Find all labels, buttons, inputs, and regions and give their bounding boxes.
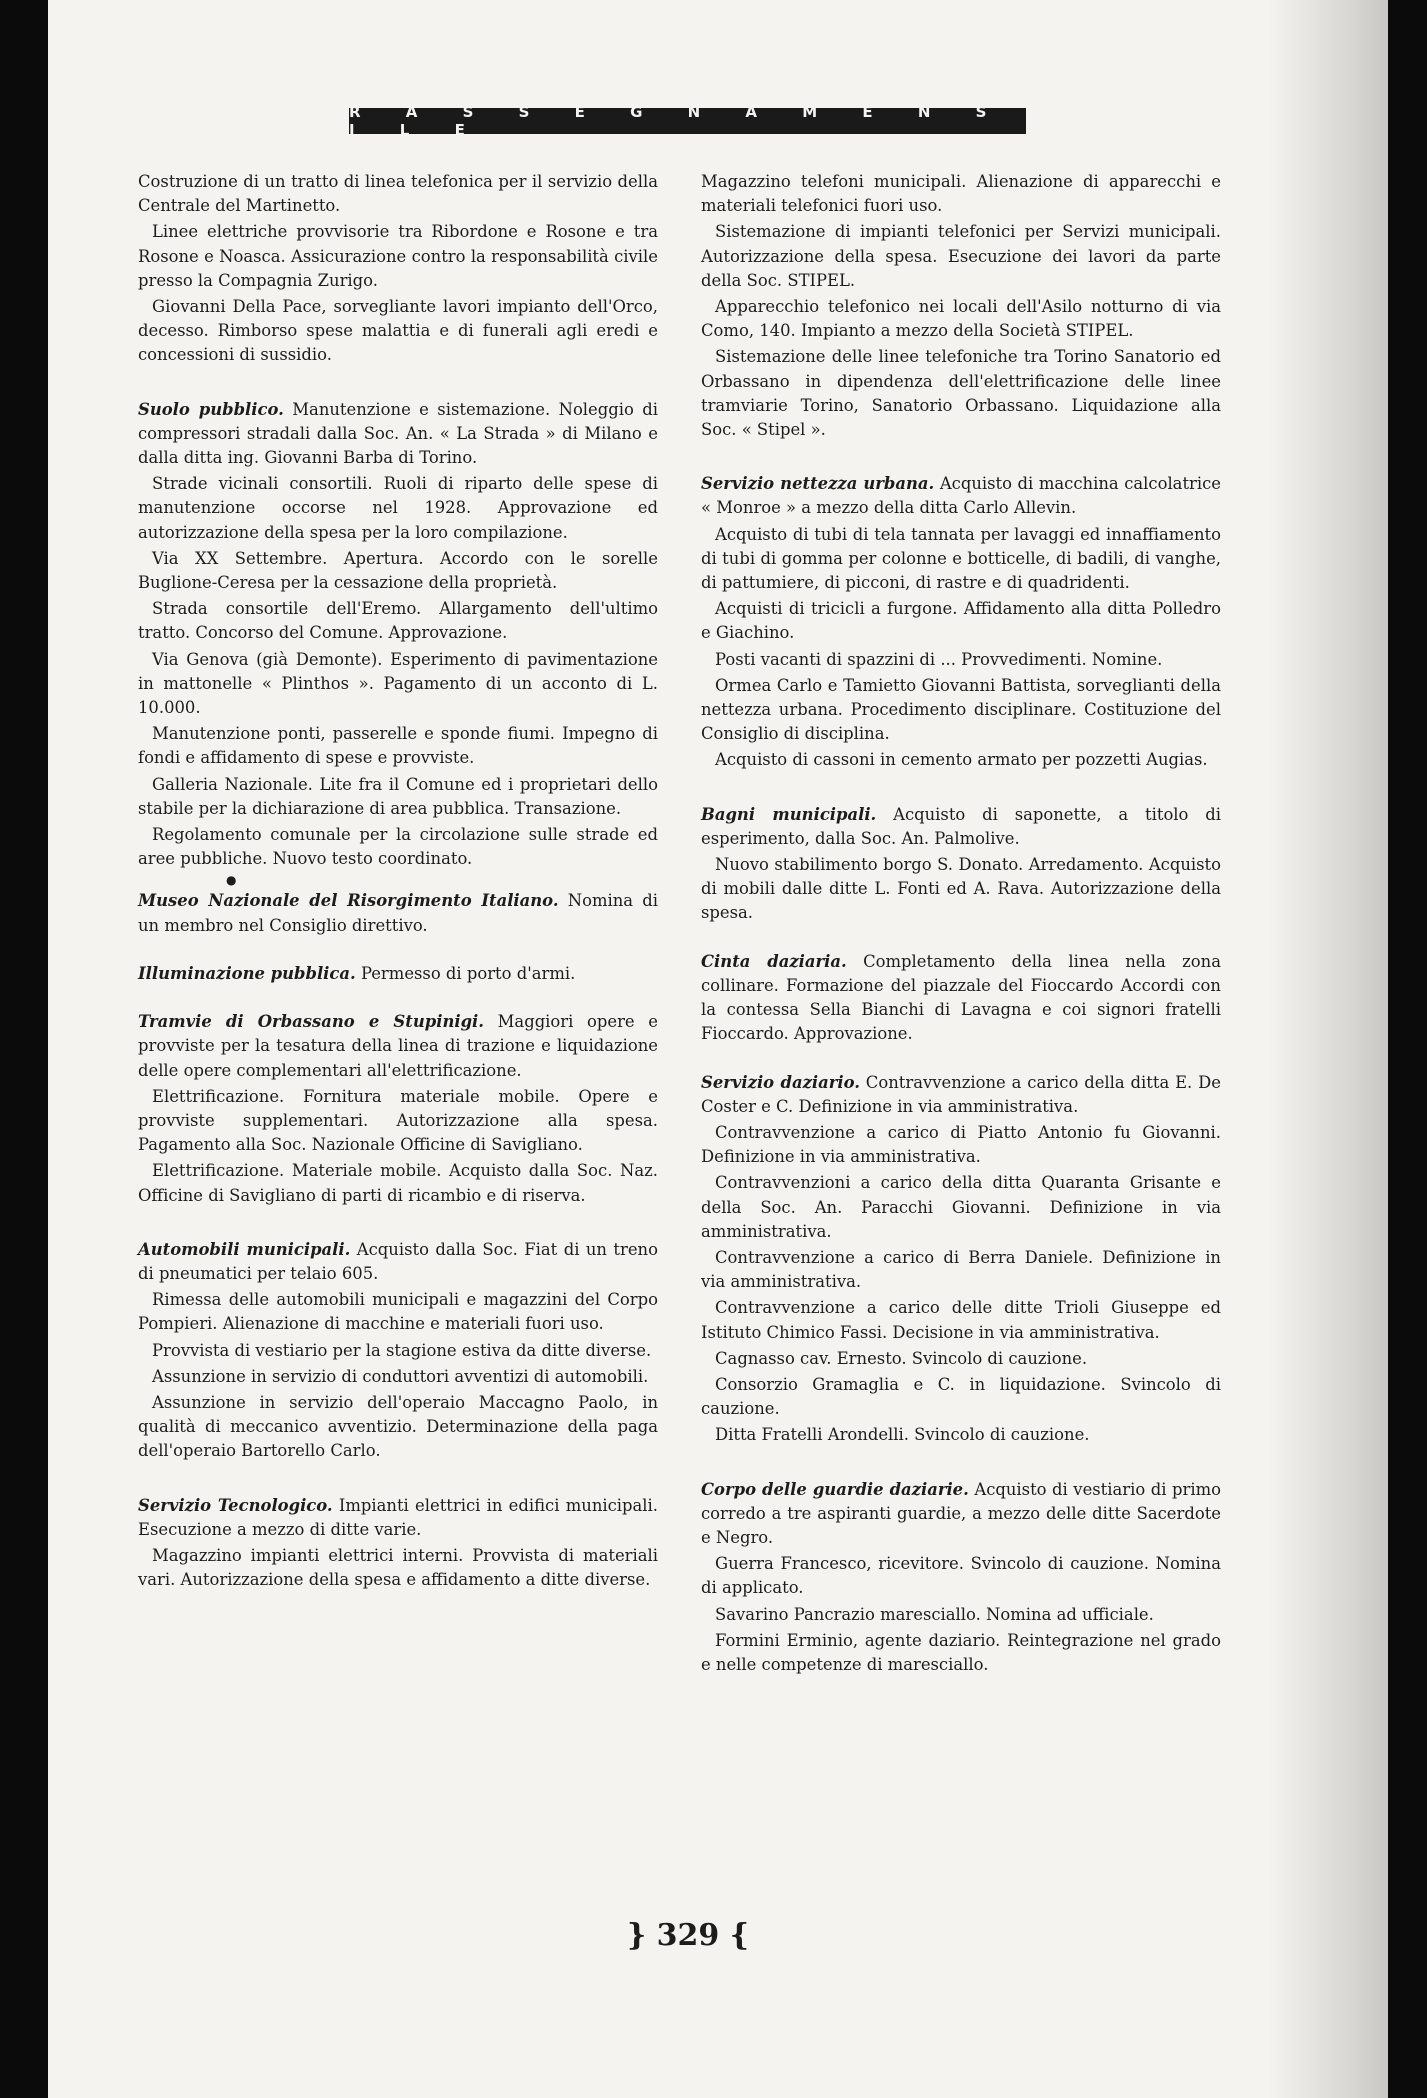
paragraph: Acquisto di tubi di tela tannata per lavaggi ed innaffiamento di tubi di gomma per colonne e botticelle, di badili, di vanghe, di pattumiere, di picconi, di rastre e di quadridenti. — [701, 524, 1221, 593]
paragraph: Provvista di vestiario per la stagione estiva da ditte diverse. — [152, 1340, 652, 1360]
paragraph: Nuovo stabilimento borgo S. Donato. Arredamento. Acquisto di mobili dalle ditte L. Fonti ed A. Rava. Autorizzazione della spesa. — [701, 855, 1221, 923]
paragraph: Ormea Carlo e Tamietto Giovanni Battista, sorveglianti della nettezza urbana. Procedimento disciplinare. Costituzione del Consiglio di disciplina. — [701, 675, 1221, 744]
section-text: Acquisto dalla Soc. Fiat di un treno di pneumatici per telaio 605. — [138, 1239, 658, 1283]
paragraph: Guerra Francesco, ricevitore. Svincolo di cauzione. Nomina di applicato. — [701, 1554, 1221, 1598]
paragraph: Rimessa delle automobili municipali e magazzini del Corpo Pompieri. Alienazione di macchine e materiali fuori uso. — [138, 1290, 658, 1334]
bullet-mark: ● — [226, 873, 237, 888]
section-text: Manutenzione e sistemazione. Noleggio di compressori stradali dalla Soc. An. « La Strada » di Milano e dalla ditta ing. Giovanni Barba di Torino. — [138, 399, 658, 468]
section-text: Contravvenzione a carico della ditta E. De Coster e C. Definizione in via amministrativa. — [701, 1072, 1221, 1116]
paragraph: Contravvenzione a carico di Piatto Antonio fu Giovanni. Definizione in via amministrativa. — [701, 1122, 1221, 1167]
section-text: Maggiori opere e provviste per la tesatura della linea di trazione e liquidazione delle opere complementari all'elettrificazione. — [138, 1012, 658, 1080]
paragraph: Formini Erminio, agente daziario. Reintegrazione nel grado e nelle competenze di maresciallo. — [701, 1630, 1221, 1674]
section-text: Nomina di un membro nel Consiglio direttivo. — [138, 891, 658, 935]
section-paragraph — [701, 803, 1221, 851]
paragraph: Contravvenzione a carico delle ditte Trioli Giuseppe ed Istituto Chimico Fassi. Decisione in via amministrativa. — [701, 1298, 1221, 1342]
paragraph: Strada consortile dell'Eremo. Allargamento dell'ultimo tratto. Concorso del Comune. Approvazione. — [138, 599, 658, 643]
section-heading: Corpo delle guardie daziarie. — [701, 1479, 969, 1499]
section-heading: Servizio daziario. — [701, 1072, 860, 1092]
section-heading: Automobili municipali. — [138, 1239, 351, 1259]
paragraph: Posti vacanti di spazzini di ... Provvedimenti. Nomine. — [715, 649, 1163, 669]
section-paragraph — [701, 472, 1221, 520]
section-text: Permesso di porto d'armi. — [355, 963, 576, 983]
paragraph: Elettrificazione. Materiale mobile. Acquisto dalla Soc. Naz. Officine di Savigliano di parti di ricambio e di riserva. — [138, 1161, 658, 1205]
right-column — [701, 170, 1221, 1679]
paragraph: Costruzione di un tratto di linea telefonica per il servizio della Centrale del Martinetto. — [138, 172, 658, 216]
paragraph: Acquisto di cassoni in cemento armato per pozzetti Augias. — [715, 750, 1208, 770]
paragraph: Strade vicinali consortili. Ruoli di riparto delle spese di manutenzione occorse nel 1928. Approvazione ed autorizzazione della spesa per la loro compilazione. — [138, 474, 658, 542]
paragraph: Sistemazione delle linee telefoniche tra Torino Sanatorio ed Orbassano in dipendenza dell'elettrificazione delle linee tramviarie Torino, Sanatorio Orbassano. Liquidazione alla Soc. « Stipel ». — [701, 347, 1221, 440]
paragraph: Sistemazione di impianti telefonici per Servizi municipali. Autorizzazione della spesa. Esecuzione dei lavori da parte della Soc. STIPEL. — [701, 222, 1221, 290]
left-column — [138, 170, 658, 1594]
section-heading: Tramvie di Orbassano e Stupinigi. — [138, 1012, 484, 1032]
paragraph: Regolamento comunale per la circolazione sulle strade ed aree pubbliche. Nuovo testo coordinato. — [138, 825, 658, 869]
paragraph: Acquisti di tricicli a furgone. Affidamento alla ditta Polledro e Giachino. — [701, 599, 1221, 643]
paragraph: Giovanni Della Pace, sorvegliante lavori impianto dell'Orco, decesso. Rimborso spese malattia e di funerali agli eredi e concessioni di sussidio. — [138, 297, 658, 365]
paragraph: Savarino Pancrazio maresciallo. Nomina ad ufficiale. — [715, 1604, 1154, 1624]
section-text: Completamento della linea nella zona collinare. Formazione del piazzale del Fioccardo Accordi con la contessa Sella Bianchi di Lavagna e coi signori fratelli Fioccardo. Approvazione. — [701, 951, 1221, 1044]
section-heading: Illuminazione pubblica. — [138, 963, 356, 983]
section-paragraph — [138, 1238, 658, 1286]
paragraph: Manutenzione ponti, passerelle e sponde fiumi. Impegno di fondi e affidamento di spese e provviste. — [138, 724, 658, 768]
paragraph: Via Genova (già Demonte). Esperimento di pavimentazione in mattonelle « Plinthos ». Pagamento di un acconto di L. 10.000. — [138, 649, 658, 718]
section-text: Impianti elettrici in edifici municipali. Esecuzione a mezzo di ditte varie. — [138, 1495, 658, 1539]
section-heading: Bagni municipali. — [701, 804, 877, 824]
section-heading: Cinta daziaria. — [701, 951, 847, 971]
section-paragraph — [138, 889, 658, 937]
section-paragraph — [701, 1478, 1221, 1551]
paragraph: Assunzione in servizio dell'operaio Maccagno Paolo, in qualità di meccanico avventizio. Determinazione della paga dell'operaio Bartorello Carlo. — [138, 1392, 658, 1461]
section-text: Acquisto di macchina calcolatrice « Monroe » a mezzo della ditta Carlo Allevin. — [701, 474, 1221, 518]
paragraph: Contravvenzione a carico di Berra Daniele. Definizione in via amministrativa. — [701, 1247, 1221, 1292]
section-paragraph — [701, 950, 1221, 1047]
section-paragraph — [138, 962, 658, 986]
running-title: R A S S E G N A M E N S I L E — [349, 103, 1007, 139]
paragraph: Linee elettriche provvisorie tra Ribordone e Rosone e tra Rosone e Noasca. Assicurazione contro la responsabilità civile presso la Compagnia Zurigo. — [138, 222, 658, 290]
paragraph: Magazzino impianti elettrici interni. Provvista di materiali vari. Autorizzazione della spesa e affidamento a ditte diverse. — [138, 1545, 658, 1590]
section-paragraph — [138, 1494, 658, 1542]
section-paragraph — [138, 1010, 658, 1083]
section-text: Acquisto di saponette, a titolo di esperimento, dalla Soc. An. Palmolive. — [701, 804, 1221, 848]
paragraph: Consorzio Gramaglia e C. in liquidazione. Svincolo di cauzione. — [701, 1374, 1221, 1419]
section-paragraph — [701, 1071, 1221, 1119]
paragraph: Via XX Settembre. Apertura. Accordo con le sorelle Buglione-Ceresa per la cessazione della proprietà. — [138, 548, 658, 593]
section-paragraph — [138, 398, 658, 471]
page-edge-shadow — [1268, 0, 1388, 2098]
section-heading: Servizio nettezza urbana. — [701, 474, 935, 494]
section-heading: Museo Nazionale del Risorgimento Italiano. — [138, 891, 559, 911]
page-number: } 329 { — [626, 1918, 750, 1953]
document-page — [48, 0, 1388, 2098]
paragraph: Galleria Nazionale. Lite fra il Comune ed i proprietari dello stabile per la dichiarazione di area pubblica. Transazione. — [138, 774, 658, 818]
section-text: Acquisto di vestiario di primo corredo a tre aspiranti guardie, a mezzo delle ditte Sacerdote e Negro. — [701, 1479, 1221, 1547]
paragraph: Contravvenzioni a carico della ditta Quaranta Grisante e della Soc. An. Paracchi Giovanni. Definizione in via amministrativa. — [701, 1173, 1221, 1241]
running-header — [349, 103, 1026, 139]
paragraph: Magazzino telefoni municipali. Alienazione di apparecchi e materiali telefonici fuori uso. — [701, 172, 1221, 216]
paragraph: Cagnasso cav. Ernesto. Svincolo di cauzione. — [715, 1348, 1088, 1368]
paragraph: Assunzione in servizio di conduttori avventizi di automobili. — [152, 1366, 649, 1386]
section-heading: Suolo pubblico. — [138, 399, 284, 419]
paragraph: Apparecchio telefonico nei locali dell'Asilo notturno di via Como, 140. Impianto a mezzo della Società STIPEL. — [701, 297, 1221, 341]
section-heading: Servizio Tecnologico. — [138, 1495, 333, 1515]
paragraph: Ditta Fratelli Arondelli. Svincolo di cauzione. — [715, 1425, 1090, 1445]
paragraph: Elettrificazione. Fornitura materiale mobile. Opere e provviste supplementari. Autorizzazione alla spesa. Pagamento alla Soc. Nazionale Officine di Savigliano. — [138, 1086, 658, 1155]
